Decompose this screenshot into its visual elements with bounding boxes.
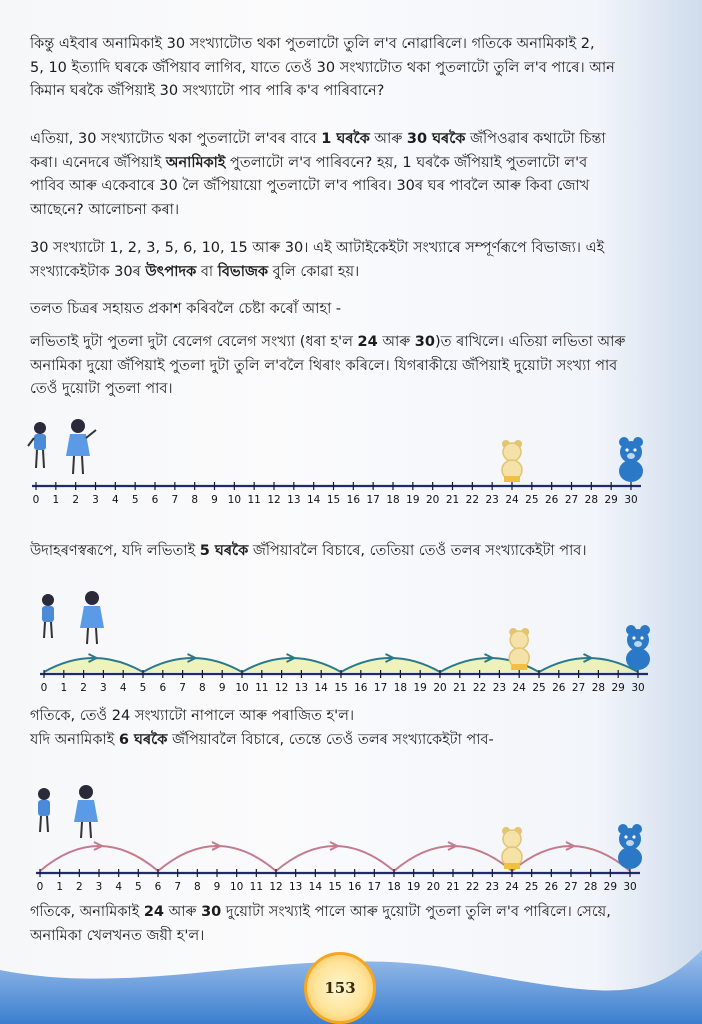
tick-label: 0 xyxy=(32,494,40,506)
tick-label: 6 xyxy=(159,682,167,694)
jump-arc xyxy=(512,846,630,871)
tick-label: 29 xyxy=(603,881,618,893)
tick-label: 3 xyxy=(92,494,99,506)
jump-arc xyxy=(394,846,512,871)
tick-label: 13 xyxy=(294,682,309,694)
text-run: )ত ৰাখিলে। এতিয়া লভিতা আৰু xyxy=(434,334,626,350)
text-line: তেওঁ দুয়োটা পুতলা পাব। xyxy=(30,381,173,397)
tick-label: 0 xyxy=(36,881,44,893)
bold-text: 30 ঘৰকৈ xyxy=(406,131,466,147)
bold-text: বিভাজক xyxy=(217,263,269,280)
text-run: যদি অনামিকাই xyxy=(30,731,119,748)
tick-label: 28 xyxy=(584,494,599,506)
text-run: কৰা। এনেদৰে জঁপিয়াই xyxy=(30,154,166,171)
tick-label: 5 xyxy=(139,682,147,694)
girl-figure-1 xyxy=(38,788,50,832)
teddy-doll-icon xyxy=(502,440,522,482)
girl-figure-2 xyxy=(80,591,104,644)
tick-label: 15 xyxy=(328,881,342,893)
tick-label: 11 xyxy=(247,494,261,506)
text-run: এতিয়া, 30 সংখ্যাটোত থকা পুতলাটো ল'বৰ বাবে xyxy=(30,131,322,147)
text-run: লভিতাই দুটা পুতলা দুটা বেলেগ বেলেগ সংখ্যা (ধৰা হ'ল xyxy=(30,334,358,350)
text-line: কিমান ঘৰকৈ জঁপিয়াই 30 সংখ্যাটো পাব পাৰি ক'ব পাৰিবানে? xyxy=(30,83,385,99)
tick-label: 6 xyxy=(151,494,159,506)
tick-label: 17 xyxy=(366,494,380,506)
tick-label: 20 xyxy=(433,682,447,694)
tick-label: 18 xyxy=(387,881,401,893)
tick-label: 14 xyxy=(306,494,321,506)
tick-label: 10 xyxy=(235,682,249,694)
tick-label: 4 xyxy=(119,682,127,694)
paragraph-example-five xyxy=(30,540,670,564)
tick-label: 26 xyxy=(544,494,559,506)
tick-label: 23 xyxy=(485,494,499,506)
number-line-2-jump-five xyxy=(0,588,702,698)
tick-label: 25 xyxy=(524,881,539,893)
tick-label: 23 xyxy=(492,682,507,694)
jump-arc xyxy=(40,846,158,871)
tick-label: 22 xyxy=(472,682,487,694)
bold-text: 5 ঘৰকৈ xyxy=(199,543,249,559)
tick-label: 5 xyxy=(131,494,139,506)
tick-label: 17 xyxy=(367,881,382,893)
tick-label: 30 xyxy=(631,682,645,694)
tick-label: 15 xyxy=(326,494,341,506)
tick-label: 0 xyxy=(40,682,48,694)
tick-label: 13 xyxy=(287,494,301,506)
paragraph-jumps xyxy=(30,128,670,222)
tick-label: 19 xyxy=(413,682,427,694)
tick-label: 9 xyxy=(213,881,221,893)
tick-label: 19 xyxy=(406,881,421,893)
text-run: বা xyxy=(196,263,218,280)
tick-label: 29 xyxy=(604,494,618,506)
tick-label: 1 xyxy=(52,494,60,506)
girl-figure-2 xyxy=(74,785,98,838)
tick-label: 20 xyxy=(425,494,440,506)
tick-label: 25 xyxy=(525,494,539,506)
tick-label: 7 xyxy=(174,881,182,893)
paragraph-conclusion xyxy=(30,901,670,948)
page-number-badge xyxy=(304,952,376,1024)
tick-label: 23 xyxy=(485,881,500,893)
text-line: তলত চিত্ৰৰ সহায়ত প্ৰকাশ কৰিবলৈ চেষ্টা কৰোঁ আহা - xyxy=(30,301,342,317)
blue-bear-doll-icon xyxy=(626,625,650,670)
tick-label: 7 xyxy=(179,682,186,694)
tick-label: 2 xyxy=(75,881,83,893)
tick-label: 30 xyxy=(623,881,637,893)
blue-bear-doll-icon xyxy=(618,824,642,869)
paragraph-figure-intro xyxy=(30,298,670,322)
bold-text: 24 xyxy=(357,334,378,350)
text-run: সংখ্যাকেইটাক 30ৰ xyxy=(30,263,146,280)
tick-label: 13 xyxy=(288,881,303,893)
tick-label: 10 xyxy=(229,881,244,893)
paragraph-result-five xyxy=(30,705,670,752)
tick-label: 12 xyxy=(267,494,281,506)
tick-label: 27 xyxy=(564,881,578,893)
bold-text: অনামিকাই xyxy=(165,154,226,171)
jump-arc xyxy=(158,846,276,871)
tick-label: 1 xyxy=(60,682,68,694)
text-run: আৰু xyxy=(377,334,415,350)
text-run: জঁপিয়াবলৈ বিচাৰে, তেন্তে তেওঁ তলৰ সংখ্যাকেইটা পাব- xyxy=(167,731,494,748)
text-line: গতিকে, তেওঁ 24 সংখ্যাটো নাপালে আৰু পৰাজিত হ'ল। xyxy=(30,708,355,724)
tick-label: 12 xyxy=(269,881,283,893)
tick-label: 16 xyxy=(354,682,368,694)
tick-label: 28 xyxy=(591,682,606,694)
tick-label: 14 xyxy=(314,682,328,694)
tick-label: 27 xyxy=(564,494,579,506)
tick-label: 29 xyxy=(611,682,625,694)
paragraph-dolls xyxy=(30,331,670,402)
page-number: 153 xyxy=(324,979,356,997)
tick-label: 11 xyxy=(255,682,269,694)
tick-label: 16 xyxy=(347,881,362,893)
text-line: 5, 10 ইত্যাদি ঘৰকে জঁপিয়াব লাগিব, যাতে তেওঁ 30 সংখ্যাটোত থকা পুতলাটো তুলি ল'ব পাৰে। আন xyxy=(30,59,615,76)
tick-label: 8 xyxy=(193,881,201,893)
bold-text: উৎপাদক xyxy=(145,263,197,280)
tick-label: 26 xyxy=(544,881,559,893)
tick-label: 9 xyxy=(211,494,218,506)
bold-text: 30 xyxy=(201,904,222,920)
text-line: অনামিকা খেলখনত জয়ী হ'ল। xyxy=(30,927,205,944)
girl-figure-1 xyxy=(42,594,54,638)
tick-label: 21 xyxy=(453,682,467,694)
tick-label: 4 xyxy=(111,494,119,506)
tick-label: 9 xyxy=(218,682,226,694)
tick-label: 22 xyxy=(465,494,480,506)
tick-label: 24 xyxy=(505,494,519,506)
tick-label: 12 xyxy=(274,682,289,694)
blue-bear-doll-icon xyxy=(619,437,643,482)
tick-label: 11 xyxy=(249,881,264,893)
tick-label: 19 xyxy=(406,494,420,506)
tick-label: 5 xyxy=(134,881,142,893)
girl-figure-2 xyxy=(66,419,96,474)
jump-arc xyxy=(276,846,394,871)
text-run: পুতলাটো ল'ব পাৰিবনে? হয়, 1 ঘৰকৈ জঁপিয়াই পুতলাটো ল'ব xyxy=(225,154,588,171)
tick-label: 2 xyxy=(72,494,80,506)
tick-label: 17 xyxy=(373,682,388,694)
tick-label: 24 xyxy=(505,881,519,893)
bold-text: 1 ঘৰকৈ xyxy=(321,131,370,147)
text-line: কিন্তু এইবাৰ অনামিকাই 30 সংখ্যাটোত থকা পুতলাটো তুলি ল'ব নোৱাৰিলে। গতিকে অনামিকাই 2, xyxy=(30,36,595,52)
tick-label: 20 xyxy=(426,881,441,893)
text-run: দুয়োটা সংখ্যাই পালে আৰু দুয়োটা পুতলা তুলি ল'ব পাৰিলে। সেয়ে, xyxy=(221,904,611,920)
text-run: জঁপিওৱাৰ কথাটো চিন্তা xyxy=(465,131,606,147)
tick-label: 18 xyxy=(393,682,408,694)
text-line: 30 সংখ্যাটো 1, 2, 3, 5, 6, 10, 15 আৰু 30। এই আটাইকেইটা সংখ্যাৰে সম্পূৰ্ণৰূপে বিভাজ্য। এই xyxy=(30,240,605,256)
paragraph-intro xyxy=(30,33,670,104)
text-run: জঁপিয়াবলৈ বিচাৰে, তেতিয়া তেওঁ তলৰ সংখ্যাকেইটা পাব। xyxy=(248,543,587,559)
tick-label: 25 xyxy=(532,682,546,694)
tick-label: 18 xyxy=(386,494,400,506)
text-line: পাবিব আৰু একেবাৰে 30 লৈ জঁপিয়ায়ো পুতলাটো ল'ব পাৰিব। 30ৰ ঘৰ পাবলৈ আৰু কিবা জোখ xyxy=(30,178,590,194)
text-line: আছেনে? আলোচনা কৰা। xyxy=(30,201,180,218)
teddy-doll-icon xyxy=(509,628,529,670)
tick-label: 3 xyxy=(100,682,107,694)
girl-figure-1 xyxy=(28,422,46,468)
text-run: বুলি কোৱা হয়। xyxy=(268,263,360,280)
tick-label: 6 xyxy=(154,881,162,893)
text-line: অনামিকা দুয়ো জঁপিয়াই পুতলা দুটা তুলি ল'বলৈ থিৰাং কৰিলে। যিগৰাকীয়ে জঁপিয়াই দুয়োটা সংখ্যা পাব xyxy=(30,357,618,374)
tick-label: 24 xyxy=(512,682,526,694)
number-line-3-jump-six xyxy=(0,780,702,895)
tick-label: 8 xyxy=(191,494,199,506)
tick-label: 8 xyxy=(199,682,206,694)
tick-label: 26 xyxy=(552,682,566,694)
text-run: উদাহৰণস্বৰূপে, যদি লভিতাই xyxy=(30,543,200,559)
paragraph-factors xyxy=(30,237,670,284)
tick-label: 21 xyxy=(446,881,460,893)
tick-label: 15 xyxy=(334,682,348,694)
tick-label: 10 xyxy=(227,494,242,506)
tick-label: 21 xyxy=(445,494,460,506)
number-line-1 xyxy=(0,410,702,510)
tick-label: 2 xyxy=(80,682,87,694)
tick-label: 14 xyxy=(308,881,323,893)
bold-text: 24 xyxy=(143,904,165,920)
bold-text: 6 ঘৰকৈ xyxy=(118,731,168,748)
tick-label: 16 xyxy=(346,494,361,506)
bold-text: 30 xyxy=(414,334,435,350)
teddy-doll-icon xyxy=(502,827,522,869)
tick-label: 22 xyxy=(465,881,480,893)
tick-label: 28 xyxy=(583,881,598,893)
tick-label: 3 xyxy=(95,881,103,893)
tick-label: 4 xyxy=(115,881,123,893)
text-run: গতিকে, অনামিকাই xyxy=(30,904,144,920)
text-run: আৰু xyxy=(369,131,407,147)
tick-label: 1 xyxy=(56,881,64,893)
tick-label: 27 xyxy=(571,682,586,694)
text-run: আৰু xyxy=(164,904,202,920)
tick-label: 7 xyxy=(171,494,179,506)
tick-label: 30 xyxy=(624,494,638,506)
